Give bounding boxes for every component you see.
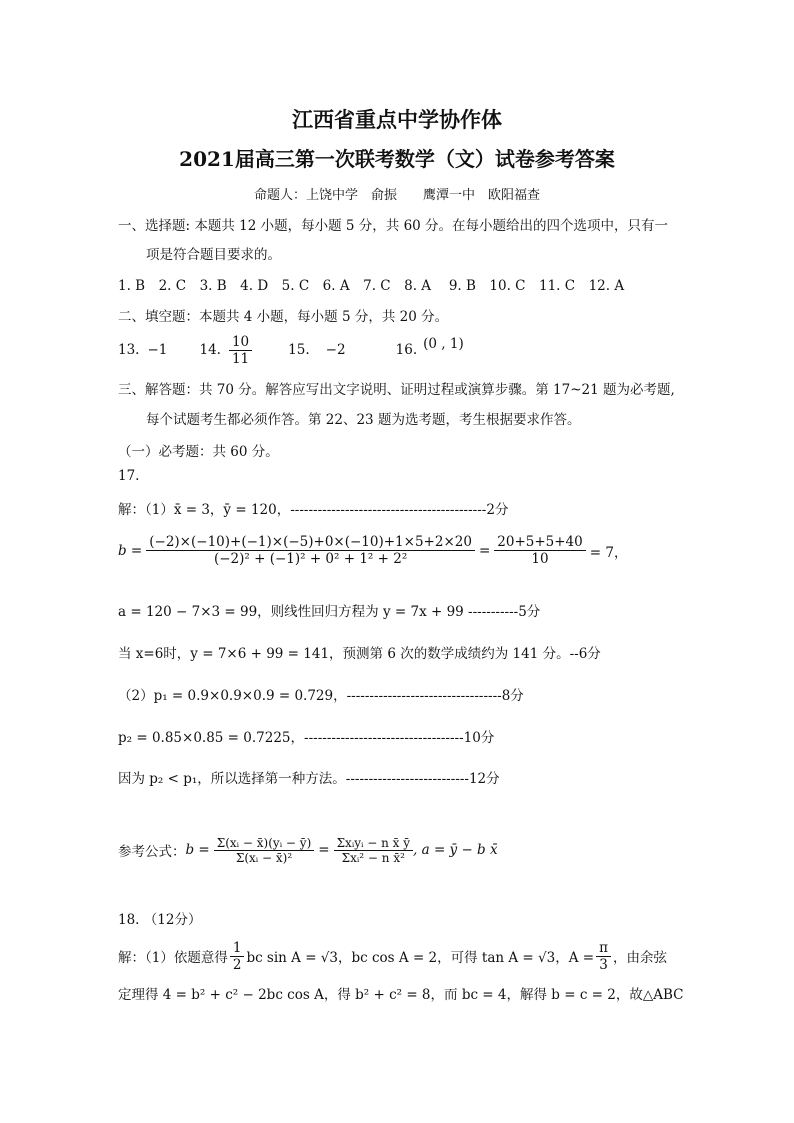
q14-numerator: 10 [229, 334, 252, 351]
pi-denominator: 3 [599, 956, 608, 973]
pi-numerator: π [596, 940, 611, 957]
q17-step1: 解：（1）x̄ = 3，ȳ = 120，-------------------------------------------2分 [118, 502, 509, 518]
q17-b-formula: b = $\frac{(-2)\times(-10)+(-1)\times(-5)+0\times(-10)+1\times 5+2\times 20}{\text{(−2)² + (−1)² + 0² + 1² + 2²}}$ = $\frac{20+5+5+40}{10}$ = 7， [118, 534, 628, 567]
q17-p2: p₂ = 0.85×0.85 = 0.7225，-----------------------------------10分 [118, 730, 495, 746]
section2-heading: 二、填空题：本题共 4 小题，每小题 5 分，共 20 分。 [118, 309, 449, 325]
q17-regression: a = 120 − 7×3 = 99，则线性回归方程为 y = 7x + 99 -----------5分 [118, 604, 541, 620]
q18-cosine-intro: ，由余弦 [612, 950, 667, 966]
authors-line: 命题人：上饶中学 俞振 鹰潭一中 欧阳福查 [253, 188, 540, 203]
b-simplified-denominator: 10 [531, 551, 549, 567]
q17-number: 17. [118, 468, 140, 484]
section1-heading: 一、选择题: 本题共 12 小题，每小题 5 分，共 60 分。在每小题给出的四个选项中，只有一 [118, 218, 669, 234]
b-simplified-fraction [494, 534, 585, 567]
section3-part1: （一）必考题：共 60 分。 [118, 444, 279, 460]
half-denominator: 2 [232, 956, 242, 973]
q17-prediction: 当 x=6时，y = 7×6 + 99 = 141，预测第 6 次的数学成绩约为 141 分。--6分 [118, 646, 601, 662]
q18-intro: 解：（1）依题意得 [118, 950, 228, 966]
formula-numerator-2: Σxᵢyᵢ − n x̄ ȳ [334, 836, 413, 851]
q16-label: 16. [395, 342, 418, 358]
section3-heading: 三、解答题：共 70 分。解答应写出文字说明、证明过程或演算步骤。第 17~21 题为必考题, [118, 382, 675, 398]
choice-answers: 1. B 2. C 3. B 4. D 5. C 6. A 7. C 8. A 9. B 10. C 11. C 12. A [118, 278, 625, 294]
b-denominator: (−2)² + (−1)² + 0² + 1² + 2² [213, 551, 408, 567]
b-fraction [146, 534, 475, 567]
section3-heading-cont: 每个试题考生都必须作答。第 22、23 题为选考题，考生根据要求作答。 [146, 412, 581, 428]
half-fraction [230, 940, 245, 973]
half-numerator: 1 [230, 940, 245, 957]
q18-number: 18. （12分） [118, 912, 202, 928]
formula-a: , a = ȳ − b x̄ [413, 842, 498, 858]
school-title: 江西省重点中学协作体 [292, 107, 502, 132]
q18-step2: 定理得 4 = b² + c² − 2bc cos A，得 b² + c² = 8，而 bc = 4，解得 b = c = 2，故△ABC [118, 987, 684, 1003]
fill-answers [118, 330, 464, 370]
q14-denominator: 11 [231, 350, 250, 367]
b-lhs: b = [118, 542, 143, 559]
formula-fraction-1 [214, 836, 315, 865]
b-simplified-numerator: 20+5+5+40 [494, 534, 585, 551]
q14-answer [229, 334, 252, 367]
q16-answer: (0 , 1) [423, 336, 464, 352]
q15-answer: −2 [325, 342, 346, 358]
formula-label: 参考公式： [118, 844, 186, 860]
b-result: = 7， [589, 544, 628, 561]
q17-conclusion: 因为 p₂ < p₁，所以选择第一种方法。---------------------------12分 [118, 771, 500, 787]
formula-numerator-1: Σ(xᵢ − x̄)(yᵢ − ȳ) [214, 836, 315, 851]
q18-conditions: bc sin A = √3，bc cos A = 2，可得 tan A = √3，A = [246, 950, 595, 966]
section1-heading-cont: 项是符合题目要求的。 [146, 247, 281, 263]
formula-denominator-2: Σxᵢ² − n x̄² [341, 850, 405, 865]
reference-formula: 参考公式： b = $\frac{\text{Σ(xᵢ − x̄)(yᵢ − ȳ)}}{\text{Σ(xᵢ − x̄)²}}$ = $\frac{\text{Σxᵢyᵢ − n x̄ ȳ}}{\text{Σxᵢ² − n x̄²}}$ , a = ȳ − b x̄ [118, 835, 498, 865]
q13-answer: −1 [147, 342, 168, 358]
formula-fraction-2 [334, 836, 413, 865]
q17-p1: （2）p₁ = 0.9×0.9×0.9 = 0.729，----------------------------------8分 [118, 688, 524, 704]
q13-label: 13. [118, 342, 140, 358]
pi-over-3 [596, 940, 611, 973]
formula-b: b = [185, 842, 210, 858]
q14-label: 14. [199, 342, 221, 358]
q18-step1 [118, 938, 667, 974]
q15-label: 15. [288, 342, 310, 358]
formula-denominator-1: Σ(xᵢ − x̄)² [235, 850, 293, 865]
b-numerator: (−2)×(−10)+(−1)×(−5)+0×(−10)+1×5+2×20 [146, 534, 475, 551]
exam-title: 2021届高三第一次联考数学（文）试卷参考答案 [179, 147, 615, 171]
